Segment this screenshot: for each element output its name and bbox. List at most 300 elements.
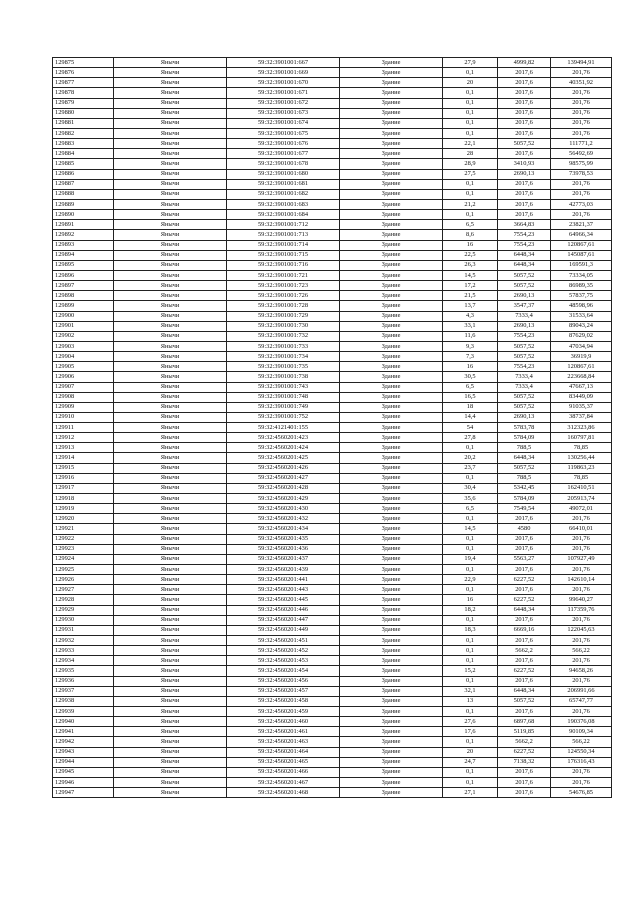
area-value: 21,5: [443, 291, 498, 301]
specific-value: 6448,34: [498, 453, 551, 463]
cadastral-value: 201,76: [551, 128, 612, 138]
row-number: 129884: [53, 149, 114, 159]
cadastral-number: 59:32:4560201:429: [227, 494, 340, 504]
specific-value: 2017,6: [498, 615, 551, 625]
settlement-name: Янычи: [114, 260, 227, 270]
object-type: Здание: [340, 585, 443, 595]
cadastral-value: 201,76: [551, 544, 612, 554]
row-number: 129917: [53, 483, 114, 493]
cadastral-value: 201,76: [551, 514, 612, 524]
cadastral-value: 111771,2: [551, 139, 612, 149]
cadastral-value: 57837,75: [551, 291, 612, 301]
table-row: [53, 686, 612, 696]
row-number: 129890: [53, 210, 114, 220]
object-type: Здание: [340, 757, 443, 767]
area-value: 6,5: [443, 220, 498, 230]
table-row: [53, 504, 612, 514]
row-number: 129945: [53, 767, 114, 777]
specific-value: 6448,34: [498, 686, 551, 696]
object-type: Здание: [340, 68, 443, 78]
cadastral-value: 87629,02: [551, 331, 612, 341]
specific-value: 2017,6: [498, 514, 551, 524]
cadastral-number: 59:32:3901001:673: [227, 108, 340, 118]
area-value: 0,1: [443, 676, 498, 686]
cadastral-value: 145087,61: [551, 250, 612, 260]
cadastral-value: 120867,61: [551, 240, 612, 250]
area-value: 0,1: [443, 615, 498, 625]
object-type: Здание: [340, 128, 443, 138]
row-number: 129904: [53, 352, 114, 362]
settlement-name: Янычи: [114, 554, 227, 564]
cadastral-value: 201,76: [551, 636, 612, 646]
area-value: 0,1: [443, 88, 498, 98]
specific-value: 7333,4: [498, 372, 551, 382]
table-row: [53, 362, 612, 372]
cadastral-number: 59:32:4560201:435: [227, 534, 340, 544]
row-number: 129908: [53, 392, 114, 402]
specific-value: 2017,6: [498, 636, 551, 646]
table-row: [53, 646, 612, 656]
settlement-name: Янычи: [114, 727, 227, 737]
row-number: 129930: [53, 615, 114, 625]
row-number: 129883: [53, 139, 114, 149]
table-row: [53, 240, 612, 250]
object-type: Здание: [340, 321, 443, 331]
table-row: [53, 199, 612, 209]
object-type: Здание: [340, 281, 443, 291]
settlement-name: Янычи: [114, 270, 227, 280]
object-type: Здание: [340, 463, 443, 473]
cadastral-number: 59:32:4560201:430: [227, 504, 340, 514]
object-type: Здание: [340, 788, 443, 798]
object-type: Здание: [340, 250, 443, 260]
area-value: 18,3: [443, 625, 498, 635]
specific-value: 2017,6: [498, 88, 551, 98]
area-value: 0,1: [443, 544, 498, 554]
row-number: 129892: [53, 230, 114, 240]
table-row: [53, 220, 612, 230]
cadastral-value: 201,76: [551, 108, 612, 118]
table-body: [53, 58, 612, 798]
table-row: [53, 412, 612, 422]
row-number: 129875: [53, 58, 114, 68]
cadastral-value: 312323,86: [551, 423, 612, 433]
specific-value: 2017,6: [498, 149, 551, 159]
object-type: Здание: [340, 362, 443, 372]
table-row: [53, 483, 612, 493]
row-number: 129902: [53, 331, 114, 341]
settlement-name: Янычи: [114, 615, 227, 625]
cadastral-number: 59:32:3901001:675: [227, 128, 340, 138]
row-number: 129909: [53, 402, 114, 412]
row-number: 129932: [53, 636, 114, 646]
specific-value: 5057,52: [498, 352, 551, 362]
settlement-name: Янычи: [114, 321, 227, 331]
cadastral-number: 59:32:4560201:436: [227, 544, 340, 554]
area-value: 18: [443, 402, 498, 412]
cadastral-number: 59:32:4560201:457: [227, 686, 340, 696]
object-type: Здание: [340, 159, 443, 169]
row-number: 129918: [53, 494, 114, 504]
row-number: 129940: [53, 717, 114, 727]
settlement-name: Янычи: [114, 636, 227, 646]
cadastral-value: 201,76: [551, 534, 612, 544]
table-row: [53, 524, 612, 534]
object-type: Здание: [340, 301, 443, 311]
settlement-name: Янычи: [114, 494, 227, 504]
row-number: 129934: [53, 656, 114, 666]
specific-value: 2017,6: [498, 585, 551, 595]
cadastral-number: 59:32:3901001:734: [227, 352, 340, 362]
specific-value: 7333,4: [498, 382, 551, 392]
area-value: 33,1: [443, 321, 498, 331]
settlement-name: Янычи: [114, 301, 227, 311]
area-value: 0,1: [443, 514, 498, 524]
cadastral-number: 59:32:4560201:452: [227, 646, 340, 656]
row-number: 129913: [53, 443, 114, 453]
cadastral-number: 59:32:4560201:445: [227, 595, 340, 605]
area-value: 13: [443, 696, 498, 706]
row-number: 129896: [53, 270, 114, 280]
table-row: [53, 210, 612, 220]
cadastral-value: 42773,03: [551, 199, 612, 209]
cadastral-value: 73334,05: [551, 270, 612, 280]
object-type: Здание: [340, 260, 443, 270]
cadastral-number: 59:32:4560201:451: [227, 636, 340, 646]
object-type: Здание: [340, 311, 443, 321]
settlement-name: Янычи: [114, 747, 227, 757]
table-row: [53, 777, 612, 787]
table-row: [53, 382, 612, 392]
cadastral-value: 48598,96: [551, 301, 612, 311]
table-row: [53, 230, 612, 240]
area-value: 13,7: [443, 301, 498, 311]
cadastral-number: 59:32:4560201:446: [227, 605, 340, 615]
table-row: [53, 159, 612, 169]
settlement-name: Янычи: [114, 291, 227, 301]
row-number: 129907: [53, 382, 114, 392]
specific-value: 5119,85: [498, 727, 551, 737]
cadastral-number: 59:32:3901001:729: [227, 311, 340, 321]
area-value: 0,1: [443, 636, 498, 646]
cadastral-number: 59:32:3901001:732: [227, 331, 340, 341]
area-value: 27,6: [443, 717, 498, 727]
cadastral-number: 59:32:3901001:721: [227, 270, 340, 280]
row-number: 129943: [53, 747, 114, 757]
object-type: Здание: [340, 240, 443, 250]
settlement-name: Янычи: [114, 149, 227, 159]
area-value: 0,1: [443, 108, 498, 118]
table-row: [53, 676, 612, 686]
row-number: 129927: [53, 585, 114, 595]
object-type: Здание: [340, 412, 443, 422]
cadastral-value: 98575,99: [551, 159, 612, 169]
area-value: 0,1: [443, 179, 498, 189]
cadastral-value: 119863,23: [551, 463, 612, 473]
cadastral-number: 59:32:4560201:463: [227, 737, 340, 747]
table-row: [53, 737, 612, 747]
object-type: Здание: [340, 767, 443, 777]
cadastral-number: 59:32:3901001:726: [227, 291, 340, 301]
table-row: [53, 250, 612, 260]
cadastral-value: 201,76: [551, 777, 612, 787]
area-value: 16: [443, 362, 498, 372]
area-value: 0,1: [443, 534, 498, 544]
table-row: [53, 98, 612, 108]
area-value: 7,3: [443, 352, 498, 362]
object-type: Здание: [340, 88, 443, 98]
table-row: [53, 179, 612, 189]
area-value: 27,8: [443, 433, 498, 443]
row-number: 129893: [53, 240, 114, 250]
specific-value: 5563,27: [498, 554, 551, 564]
specific-value: 5057,52: [498, 463, 551, 473]
row-number: 129905: [53, 362, 114, 372]
cadastral-value: 160797,81: [551, 433, 612, 443]
row-number: 129898: [53, 291, 114, 301]
settlement-name: Янычи: [114, 504, 227, 514]
table-row: [53, 625, 612, 635]
specific-value: 2017,6: [498, 189, 551, 199]
table-row: [53, 727, 612, 737]
cadastral-value: 201,76: [551, 585, 612, 595]
table-row: [53, 585, 612, 595]
object-type: Здание: [340, 656, 443, 666]
object-type: Здание: [340, 291, 443, 301]
table-row: [53, 341, 612, 351]
cadastral-value: 117359,76: [551, 605, 612, 615]
cadastral-value: 78,85: [551, 473, 612, 483]
specific-value: 7554,23: [498, 362, 551, 372]
cadastral-value: 201,76: [551, 565, 612, 575]
cadastral-number: 59:32:3901001:716: [227, 260, 340, 270]
object-type: Здание: [340, 392, 443, 402]
settlement-name: Янычи: [114, 331, 227, 341]
area-value: 8,6: [443, 230, 498, 240]
area-value: 17,2: [443, 281, 498, 291]
table-row: [53, 514, 612, 524]
cadastral-value: 91035,37: [551, 402, 612, 412]
cadastral-value: 38737,84: [551, 412, 612, 422]
cadastral-number: 59:32:4560201:425: [227, 453, 340, 463]
object-type: Здание: [340, 382, 443, 392]
cadastral-number: 59:32:3901001:743: [227, 382, 340, 392]
table-row: [53, 453, 612, 463]
specific-value: 2017,6: [498, 108, 551, 118]
cadastral-number: 59:32:4560201:449: [227, 625, 340, 635]
row-number: 129947: [53, 788, 114, 798]
object-type: Здание: [340, 605, 443, 615]
settlement-name: Янычи: [114, 392, 227, 402]
cadastral-value: 566,22: [551, 737, 612, 747]
cadastral-value: 99640,27: [551, 595, 612, 605]
area-value: 0,1: [443, 585, 498, 595]
specific-value: 6669,16: [498, 625, 551, 635]
specific-value: 2690,13: [498, 291, 551, 301]
cadastral-number: 59:32:4560201:464: [227, 747, 340, 757]
area-value: 0,1: [443, 128, 498, 138]
settlement-name: Янычи: [114, 544, 227, 554]
table-row: [53, 260, 612, 270]
object-type: Здание: [340, 352, 443, 362]
cadastral-value: 23821,37: [551, 220, 612, 230]
cadastral-value: 223668,84: [551, 372, 612, 382]
cadastral-number: 59:32:3901001:678: [227, 159, 340, 169]
specific-value: 788,5: [498, 443, 551, 453]
cadastral-value: 201,76: [551, 656, 612, 666]
specific-value: 5342,45: [498, 483, 551, 493]
specific-value: 5057,52: [498, 402, 551, 412]
row-number: 129895: [53, 260, 114, 270]
cadastral-value: 83449,09: [551, 392, 612, 402]
settlement-name: Янычи: [114, 128, 227, 138]
specific-value: 5662,2: [498, 737, 551, 747]
settlement-name: Янычи: [114, 230, 227, 240]
cadastral-value: 47667,13: [551, 382, 612, 392]
object-type: Здание: [340, 210, 443, 220]
row-number: 129886: [53, 169, 114, 179]
area-value: 6,5: [443, 504, 498, 514]
specific-value: 2690,13: [498, 412, 551, 422]
specific-value: 2017,6: [498, 128, 551, 138]
specific-value: 3547,37: [498, 301, 551, 311]
object-type: Здание: [340, 402, 443, 412]
row-number: 129935: [53, 666, 114, 676]
cadastral-number: 59:32:3901001:752: [227, 412, 340, 422]
area-value: 27,5: [443, 169, 498, 179]
cadastral-number: 59:32:3901001:733: [227, 341, 340, 351]
table-row: [53, 615, 612, 625]
row-number: 129915: [53, 463, 114, 473]
row-number: 129885: [53, 159, 114, 169]
area-value: 0,1: [443, 767, 498, 777]
area-value: 16,5: [443, 392, 498, 402]
object-type: Здание: [340, 494, 443, 504]
object-type: Здание: [340, 544, 443, 554]
table-row: [53, 565, 612, 575]
cadastral-value: 201,76: [551, 189, 612, 199]
specific-value: 7554,23: [498, 240, 551, 250]
cadastral-number: 59:32:3901001:738: [227, 372, 340, 382]
settlement-name: Янычи: [114, 777, 227, 787]
area-value: 32,1: [443, 686, 498, 696]
settlement-name: Янычи: [114, 58, 227, 68]
cadastral-value: 190376,08: [551, 717, 612, 727]
settlement-name: Янычи: [114, 159, 227, 169]
cadastral-number: 59:32:3901001:672: [227, 98, 340, 108]
specific-value: 2017,6: [498, 199, 551, 209]
cadastral-number: 59:32:3901001:730: [227, 321, 340, 331]
specific-value: 2017,6: [498, 777, 551, 787]
specific-value: 7138,32: [498, 757, 551, 767]
object-type: Здание: [340, 179, 443, 189]
row-number: 129937: [53, 686, 114, 696]
table-row: [53, 534, 612, 544]
cadastral-number: 59:32:4560201:454: [227, 666, 340, 676]
cadastral-number: 59:32:3901001:682: [227, 189, 340, 199]
cadastral-number: 59:32:3901001:681: [227, 179, 340, 189]
object-type: Здание: [340, 534, 443, 544]
table-row: [53, 767, 612, 777]
settlement-name: Янычи: [114, 362, 227, 372]
settlement-name: Янычи: [114, 250, 227, 260]
table-row: [53, 118, 612, 128]
cadastral-value: 120867,61: [551, 362, 612, 372]
row-number: 129881: [53, 118, 114, 128]
area-value: 21,2: [443, 199, 498, 209]
table-row: [53, 605, 612, 615]
cadastral-number: 59:32:4560201:424: [227, 443, 340, 453]
row-number: 129925: [53, 565, 114, 575]
row-number: 129921: [53, 524, 114, 534]
row-number: 129946: [53, 777, 114, 787]
cadastral-value: 201,76: [551, 179, 612, 189]
object-type: Здание: [340, 372, 443, 382]
area-value: 22,1: [443, 139, 498, 149]
table-row: [53, 270, 612, 280]
table-row: [53, 78, 612, 88]
row-number: 129938: [53, 696, 114, 706]
settlement-name: Янычи: [114, 473, 227, 483]
settlement-name: Янычи: [114, 139, 227, 149]
cadastral-value: 201,76: [551, 210, 612, 220]
specific-value: 4580: [498, 524, 551, 534]
cadastral-value: 201,76: [551, 767, 612, 777]
cadastral-value: 176316,43: [551, 757, 612, 767]
area-value: 22,9: [443, 575, 498, 585]
specific-value: 5057,52: [498, 392, 551, 402]
specific-value: 2017,6: [498, 534, 551, 544]
cadastral-value: 124550,34: [551, 747, 612, 757]
table-row: [53, 717, 612, 727]
row-number: 129944: [53, 757, 114, 767]
cadastral-value: 205913,74: [551, 494, 612, 504]
settlement-name: Янычи: [114, 534, 227, 544]
object-type: Здание: [340, 78, 443, 88]
object-type: Здание: [340, 565, 443, 575]
area-value: 0,1: [443, 656, 498, 666]
settlement-name: Янычи: [114, 402, 227, 412]
row-number: 129919: [53, 504, 114, 514]
cadastral-value: 201,76: [551, 88, 612, 98]
object-type: Здание: [340, 707, 443, 717]
row-number: 129894: [53, 250, 114, 260]
settlement-name: Янычи: [114, 676, 227, 686]
object-type: Здание: [340, 636, 443, 646]
cadastral-value: 89043,24: [551, 321, 612, 331]
cadastral-number: 59:32:3901001:714: [227, 240, 340, 250]
table-row: [53, 291, 612, 301]
specific-value: 5057,52: [498, 270, 551, 280]
area-value: 0,1: [443, 565, 498, 575]
row-number: 129889: [53, 199, 114, 209]
area-value: 16: [443, 595, 498, 605]
specific-value: 4999,82: [498, 58, 551, 68]
object-type: Здание: [340, 524, 443, 534]
row-number: 129939: [53, 707, 114, 717]
row-number: 129877: [53, 78, 114, 88]
settlement-name: Янычи: [114, 240, 227, 250]
object-type: Здание: [340, 473, 443, 483]
row-number: 129899: [53, 301, 114, 311]
specific-value: 3410,93: [498, 159, 551, 169]
cadastral-number: 59:32:4560201:460: [227, 717, 340, 727]
settlement-name: Янычи: [114, 281, 227, 291]
table-row: [53, 189, 612, 199]
settlement-name: Янычи: [114, 686, 227, 696]
cadastral-number: 59:32:4560201:432: [227, 514, 340, 524]
specific-value: 2017,6: [498, 210, 551, 220]
